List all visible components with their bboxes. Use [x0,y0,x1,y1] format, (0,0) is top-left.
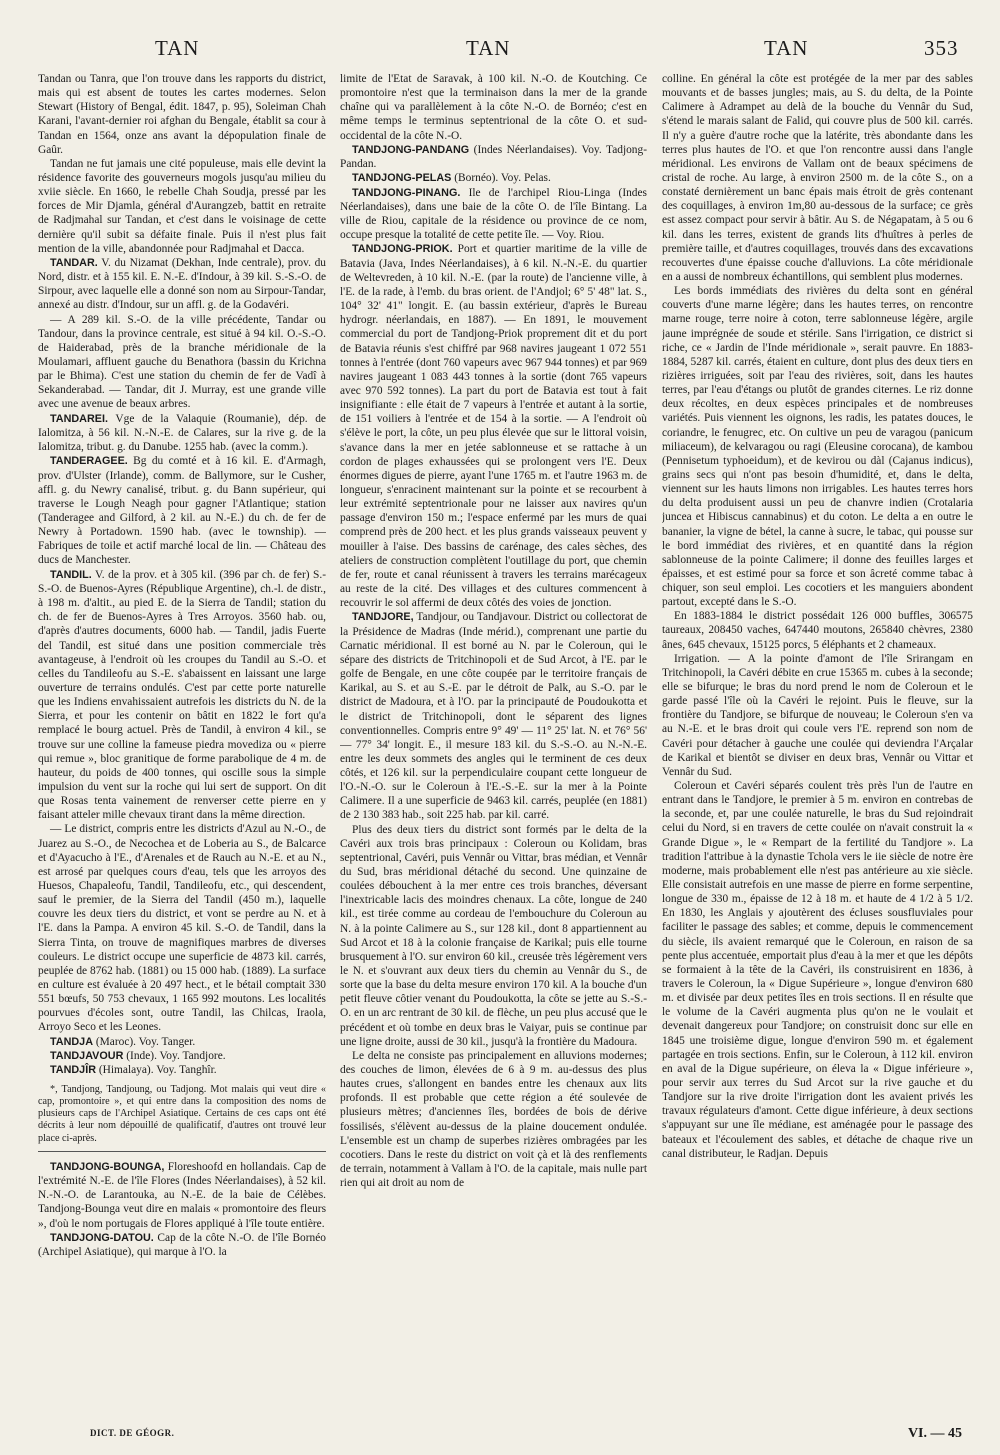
header-center: TAN [466,36,511,60]
entry-text: *, Tandjong, Tandjoung, ou Tadjong. Mot malais qui veut dire « cap, promontoire », et qui entre dans la composition des noms de plusieurs caps de l'Archipel Asiatique. Certains de ces caps ont été décrits à leur nom dépouillé de qualificatif, d'autres ont trouvé leur place ci-après. [38,1083,326,1144]
entry-paragraph [340,1049,647,1190]
dictionary-entry [340,242,647,610]
entry-headword: TANDERAGEE. [50,455,128,468]
entry-text: (Inde). Voy. Tandjore. [123,1049,226,1062]
entry-text: V. du Nizamat (Dekhan, Inde centrale), prov. du Nord, distr. et à 155 kil. E. N.-E. d'Indour, à 39 kil. S.-S.-O. de Sirpour, avec laquelle elle a donné son nom au Sirpour-Tandar, annexé au distr. d'Indour, sur un affl. g. de la Godavéri. [38,256,326,312]
footer-signature: DICT. DE GÉOGR. [90,1428,175,1438]
entry-text: limite de l'Etat de Saravak, à 100 kil. N.-O. de Koutching. Ce promontoire n'est que la terminaison dans la mer de la grande chaîne qui va parallèlement à la côte N.-O. de Bornéo; c'est en même temps le terminus septentrional de la côte O. et sud-occidental de la côte N.-O. [340,73,647,142]
entry-headword: TANDJONG-BOUNGA, [50,1160,165,1173]
dictionary-entry [38,1035,326,1049]
entry-text: Tandan ou Tanra, que l'on trouve dans les rapports du district, mais qui est absent de toutes les cartes modernes. Selon Stewart (History of Bengal, édit. 1847, p. 95), Soleiman Chah Karani, l'avant-dernier roi afghan du Bengale, établit sa cour à Tandan en 1564, onze ans avant la dépopulation finale de Gaûr. [38,73,326,156]
entry-headword: TANDJONG-PELAS [352,172,452,185]
entry-headword: TANDJÎR [50,1064,96,1077]
entry-text: (Indes Néerlandaises). Voy. Tadjong-Pandan. [340,143,647,171]
entry-text: V. de la prov. et à 305 kil. (396 par ch. de fer) S.-S.-O. de Buenos-Ayres (République Argentine), ch.-l. de distr., à 198 m. d'altit., au pied E. de la Sierra de Tandil; station du ch. de fer de Buenos-Ayres à Tres Arroyos. 3560 hab. ou, d'après d'autres documents, 6000 hab. — Tandil, jadis Fuerte del Tandil, est situé dans une position commerciale très avantageuse, à l'endroit où les croupes du Tandil au S.-O. et celles du Tandileofu au S.-E. s'abaissent en laissant une large ouverture de terrains ondulés. C'est par cette porte naturelle que les Indiens envahissaient autrefois les districts du N. de la Sierra, et pour les contenir on bâtit en 1822 le fort qu'a remplacé le bourg actuel. Près de Tandil, à environ 4 kil., se trouve sur une colline la fameuse piedra movediza ou « pierre qui remue », bloc granitique de forme parabolique de 4 m. de hauteur, du poids de 400 tonnes, qui oscille sous la simple impulsion du vent sur la roche qui lui sert de support. On dit que Rosas tenta vainement de renverser cette pierre en y faisant atteler mille chevaux tirant dans la même direction. [38,568,326,822]
entry-text: Plus des deux tiers du district sont formés par le delta de la Cavéri aux trois bras principaux : Coleroun ou Kolidam, bras septentrional, Cavéri, puis Vennâr ou Vittar, bras médian, et Vennâr du Sud, bras méridional détaché du second. Une quinzaine de coulées débouchent à la mer entre ces trois branches, déversant l'inextricable lacis des moindres chenaux. La côte, longue de 240 kil., est tirée comme au cordeau de l'embouchure du Coleroun au N. à la pointe Calimere au S., sur 128 kil., dont 8 appartiennent au Sud Arcot et 18 à la colonie française de Karikal; puis elle tourne brusquement à l'O. sur environ 60 kil., creusée très légèrement vers le N. et s'ouvrant aux deux tiers du chemin au Vennâr du S., de sorte que la base du delta mesure environ 170 kil. A la bouche d'un petit fleuve côtier venant du Poudoukotta, la côte se jette au S.-S.-O. en un arc rentrant de 30 kil. de flèche, un peu plus accusé que le précédent et où tombe en deux bras le Vaiyar, puis se continue par une ligne droite, aussi de 30 kil., jusqu'à la frontière du Madoura. [340,823,647,1048]
entry-text: — A 289 kil. S.-O. de la ville précédente, Tandar ou Tandour, dans la province centrale, est situé à 94 kil. O.-S.-O. de Haiderabad, près de la branche méridionale de la Moulamari, affluent gauche du Benathora (bassin du Krichna par le Bhima). C'est une station du chemin de fer de Vadî à Sekanderabad. — Tandar, dit J. Murray, est une grande ville avec une avenue de beaux arbres. [38,313,326,411]
dictionary-entry [340,143,647,172]
entry-headword: TANDJORE, [352,611,414,624]
entry-headword: TANDJONG-PANDANG [352,143,470,156]
dictionary-entry [340,186,647,243]
entry-text: Vge de la Valaquie (Roumanie), dép. de Ialomitza, à 56 kil. N.-N.-E. de Calares, sur la rive g. de la Ialomitza, tribut. g. du Danube. 1255 hab. (avec la comm.). [38,412,326,454]
entry-text: colline. En général la côte est protégée de la mer par des sables mouvants et de basses jungles; mais, au S. du delta, de la Pointe Calimere à Adrampet au delà de la bouche du Vennâr du Sud, s'étend le marais salant de Falid, qui couvre plus de 500 kil. carrés. Il n'y a guère d'autre roche que la latérite, très abondante dans les terres plus hautes de l'O. et que l'on rencontre aussi dans l'angle méridional. Les environs de Vallam ont de beaux spécimens de cristal de roche. Au large, à environ 2500 m. de la côte S., on a constaté dernièrement un banc épais mais étroit de grès contenant des coquillages, à environ 1m,80 au-dessous de la surface; ce grès est assez compact pour servir à bâtir. Au S. de Négapatam, à 5 ou 6 kil. dans les terres, existent de grands lits d'huîtres à perles de première taille, et d'autres coquillages, trouvés dans des excavations recouvertes d'une épaisse couche d'alluvions. La côte méridionale en a aussi de nombreux échantillons, qui semblent plus modernes. [662,73,973,283]
entry-text: Port et quartier maritime de la ville de Batavia (Java, Indes Néerlandaises), à 6 kil. N.-N.-E. du quartier de Weltevreden, à 10 kil. N.-E. (par la route) de l'ancienne ville, à l'E. de la rade, à l'emb. du bras orient. de l'Andjol; 6° 5' 48" lat. S., 104° 32' 41" longit. E. (au bassin extérieur, d'après le Bureau hydrogr. néerlandais, en 1887). — En 1891, le mouvement commercial du port de Tandjong-Priok proprement dit et du port de Batavia réunis s'est chiffré par 968 navires jaugeant 1 072 551 tonnes à l'entrée (dont 760 vapeurs avec 967 944 tonnes) et par 969 navires jaugeant 1 083 443 tonnes à la sortie (dont 765 vapeurs avec 970 592 tonnes). La part du port de Batavia est tout à fait insignifiante : elle était de 7 vapeurs à l'entrée et autant à la sortie, de 151 voiliers à l'entrée et de 154 à la sortie. — A l'endroit où s'élève le port, la côte, un peu plus élevée que sur le littoral voisin, s'avance dans la mer en jetée sablonneuse et se rattache à un cordon de plages exhaussées qui se prolongent vers l'E. Deux énormes digues de pierre, ayant l'une 1765 m. et l'autre 1963 m. de longueur, s'enracinent maintenant sur la pointe et se recourbent à leur extrémité septentrionale pour ne laisser aux navires qu'un passage d'environ 150 m.; l'espace enfermé par les murs de quai comprend près de 200 hect. et les plus grands vaisseaux peuvent y mouiller à l'aise. Des bassins de carénage, des cales sèches, des ateliers de construction complètent l'outillage du port, que chemin de fer, route et canal réunissent à travers les terrains marécageux au reste de la cité. Des villages et des cultures commencent à recouvrir le sol affermi de deux côtés des voies de jonction. [340,243,647,610]
dictionary-entry [340,171,647,185]
entry-text: (Himalaya). Voy. Tanghîr. [96,1064,217,1077]
dictionary-entry [38,1160,326,1231]
entry-paragraph [662,609,973,651]
entry-text: Bg du comté et à 16 kil. E. d'Armagh, prov. d'Ulster (Irlande), comm. de Ballymore, sur le Cusher, affl. g. du Newry canalisé, tribut. g. du Bann supérieur, qui traverse le Lough Neagh pour gagner l'Atlantique; station (Tanderagee and Gilford, à 2 kil. au N.-E.) du ch. de fer de Newry à Portadown. 1590 hab. (avec le township). — Fabriques de toile et actif marché local de lin. — Château des ducs de Manchester. [38,455,326,567]
entry-text: Tandan ne fut jamais une cité populeuse, mais elle devint la résidence favorite des gouverneurs mogols jusqu'au milieu du xviie siècle. En 1660, le rebelle Chah Soudja, pressé par les forces de Mir Djamla, général d'Aurangzeb, battit en retraite de Radjmahal sur Tandan, et c'est dans le voisinage de cette dernière qu'il subit sa défaite finale. Puis il n'est plus fait mention de la ville, abandonnée pour Radjmahal et Dacca. [38,157,326,255]
entry-text: Floreshoofd en hollandais. Cap de l'extrémité N.-E. de l'île Flores (Indes Néerlandaises), à 52 kil. N.-N.-O. de Larantouka, au N.-E. de la baie de Célèbes. Tandjong-Bounga veut dire en malais « promontoire des fleurs », d'où le nom portugais de Flores appliqué à l'île toute entière. [38,1160,326,1230]
entry-paragraph [38,72,326,157]
entry-paragraph [340,823,647,1049]
entry-paragraph [38,313,326,412]
entry-text: Cap de la côte N.-O. de l'île Bornéo (Archipel Asiatique), qui marque à l'O. la [38,1231,326,1259]
column-2 [340,72,647,1394]
entry-text: Le delta ne consiste pas principalement en alluvions modernes; des couches de limon, élevées de 6 à 9 m. au-dessus des plus hautes crues, s'allongent en bandes entre les chenaux aux lits profonds. Il est probable que cette région a été soulevée de plusieurs mètres; d'anciennes îles, bordées de bois de dérive fossilisés, s'élèvent au-dessus de la plaine doucement ondulée. L'ensemble est un champ de superbes rizières ombragées par les cocotiers. Dans le reste du district on voit çà et là des renflements de terrain, notamment à Vallam à l'O. de la capitale, mais nulle part rien qui ait droit au nom de [340,1049,647,1190]
page-number: 353 [924,36,959,60]
entry-text: Tandjour, ou Tandjavour. District ou collectorat de la Présidence de Madras (Inde mérid.), comprenant une partie du Carnatic méridional. Il est borné au N. par le Coleroun, qui le sépare des districts de Tritchinopoli et de Sud Arcot, à l'E. par le golfe de Bengale, en une côte coupée par le territoire français de Karikal, au S. et au S.-E. par le détroit de Palk, au S.-O. par le district de Madoura, et à l'O. par la principauté de Poudoukotta et le district de Tritchinopoli, dont le séparent des lignes conventionnelles. Compris entre 9° 49' — 11° 25' lat. N. et 76° 56' — 77° 34' longit. E., il mesure 183 kil. du S.-S.-O. au N.-N.-E. entre les deux sommets des angles qui le terminent de ces deux côtés, et 126 kil. sur la perpendiculaire coupant cette longueur de l'O.-N.-O. sur le Coleroun à l'E.-S.-E. sur la mer à la Pointe Calimere. Il a une superficie de 9463 kil. carrés, peuplée (en 1881) de 2 130 383 hab., soit 225 hab. par kil. carré. [340,611,647,822]
entry-headword: TANDJONG-PRIOK. [352,243,453,256]
entry-paragraph [340,72,647,143]
entry-text: Irrigation. — A la pointe d'amont de l'île Srirangam en Tritchinopoli, la Cavéri débite en crue 15365 m. cubes à la seconde; elle se bifurque; le bras du nord prend le nom de Coleroun et le garde passé l'île où la Cavéri le rejoint. Puis le fleuve, sur la frontière du Tandjore, se bifurque de nouveau; le Coleroun s'en va au N.-E. et le bras droit qui coule vers l'E. reprend son nom de Cavéri pour détacher à gauche une coulée qui deviendra l'Arçalar de Karikal et bientôt se diviser en deux bras, Vennâr ou Vittar et Vennâr du Sud. [662,652,973,778]
entry-text: En 1883-1884 le district possédait 126 000 buffles, 306575 taureaux, 208450 vaches, 647440 moutons, 265840 chèvres, 2380 ânes, 645 chevaux, 15125 porcs, 5 éléphants et 2 chameaux. [662,610,973,651]
dictionary-entry [38,1231,326,1260]
header-left: TAN [155,36,200,60]
entry-text: Ile de l'archipel Riou-Linga (Indes Néerlandaises), dans une baie de la côte O. de l'île Bintang. La ville de Riou, capitale de la résidence ou province de ce nom, occupe presque la totalité de cette petite île. — Voy. Riou. [340,186,647,242]
entry-headword: TANDJONG-PINANG. [352,186,461,199]
entry-paragraph [38,822,326,1034]
entry-paragraph [662,72,973,284]
entry-headword: TANDJA [50,1035,93,1048]
entry-text: Coleroun et Cavéri séparés coulent très près l'un de l'autre en entrant dans le Tandjore, le premier à 5 m. environ en contrebas de la seconde, et, par une coulée naturelle, le bras du Sud rejoindrait celui du Nord, si en travers de cette coulée on n'avait construit la « Grande Digue », le « Rempart de la fertilité du Tandjore ». La tradition l'attribue à la dynastie Tchola vers le iie siècle de notre ère moderne, mais probablement elle n'est pas antérieure au xie siècle. Elle consistait autrefois en une masse de pierre en forme serpentine, longue de 330 m., épaisse de 12 à 18 m. et haute de 4 1/2 à 5 1/2. En 1830, les Anglais y ajoutèrent des écluses sousfluviales pour faciliter le passage des sables; et comme, depuis le commencement du siècle, ils avaient remarqué que le Coleroun, en raison de sa pente plus accentuée, emportait plus d'eau à la mer et que les dépôts se formaient à la tête de la Cavéri, ils construisirent en 1836, à travers le Coleroun, la « Digue Supérieure », longue d'environ 680 m. et divisée par deux petites îles en trois sections. Il en résulte que le volume de la Cavéri augmenta plus qu'on ne le voulait et devenait dangereux pour Tandjore; on construisit donc sur elle en 1845 une troisième digue, longue d'environ 590 m. et également partagée en trois sections. Enfin, sur le Coleroun, à 112 kil. environ en aval de la Digue supérieure, on éleva la « Digue inférieure », pour servir aux terres du Sud Arcot sur la rive gauche et du Tandjore sur la rive droite l'irrigation dont les avaient privés les travaux régulateurs d'amont. Cette digue inférieure, à deux sections s'appuyant sur une île médiane, est aménagée pour le passage des bateaux et l'écoulement des sables, et détache de chaque rive un canal distributeur, le Radjan. Depuis [662,780,973,1160]
entry-text: — Le district, compris entre les districts d'Azul au N.-O., de Juarez au S.-O., de Necochea et de Loberia au S., de Balcarce et d'Ayacucho à l'E., d'Arenales et de Rauch au N.-E. et au N., est arrosé par quelques cours d'eau, tels que les arroyos des Huesos, Chapaleofu, Tandil, Tandileofu, etc., qui descendent, sauf le premier, de la Sierra del Tandil (450 m.), laquelle couvre les deux tiers du district, et vont se perdre au N. et à l'E. dans la Pampa. A environ 45 kil. S.-O. de Tandil, dans la Sierra Tinta, on trouve de magnifiques marbres de diverses couleurs. Le district occupe une superficie de 4873 kil. carrés, peuplée de 8762 hab. (1881) ou 15 000 hab. (1889). La surface en culture est évaluée à 20 497 hect., et le bétail comptait 330 551 bœufs, 50 753 chevaux, 1 165 992 moutons. Les localités pourvues d'écoles sont, outre Tandil, las Chilcas, Iraola, Arroyo Seco et les Leones. [38,823,326,1034]
entry-headword: TANDIL. [50,568,92,581]
header-right: TAN [764,36,809,60]
text-columns [38,72,973,1394]
dictionary-entry [38,454,326,567]
entry-paragraph [662,779,973,1161]
entry-headword: TANDJAVOUR [50,1049,124,1062]
entry-paragraph [38,157,326,256]
dictionary-entry [38,1049,326,1063]
entry-text: (Maroc). Voy. Tanger. [93,1035,196,1048]
dictionary-entry [38,568,326,823]
entry-headword: TANDAREI. [50,412,108,425]
entry-paragraph [662,284,973,609]
separator-rule [38,1151,326,1152]
dictionary-entry [340,610,647,822]
page-footer [0,1426,1000,1444]
dictionary-entry [38,256,326,313]
dictionary-entry [38,1063,326,1077]
entry-text: (Bornéo). Voy. Pelas. [451,172,551,185]
column-3 [662,72,973,1394]
entry-paragraph [662,652,973,779]
footer-volume-sheet: VI. — 45 [907,1426,962,1441]
dictionary-entry [38,412,326,455]
column-1 [38,72,326,1394]
editorial-note [38,1084,326,1145]
entry-headword: TANDAR. [50,256,98,269]
entry-headword: TANDJONG-DATOU. [50,1231,154,1244]
running-header [0,36,1000,64]
entry-text: Les bords immédiats des rivières du delta sont en général couverts d'une marne légère; dans les hautes terres, on rencontre marne rouge, terre noire à coton, terre sablonneuse légère, argile jaune imprégnée de soude et stérile. Sans l'irrigation, ce district si riche, ce « Jardin de l'Inde méridionale », serait pauvre. En 1883-1884, 5287 kil. carrés, étaient en culture, dont plus des deux tiers en rizières irriguées, soit par l'eau des rivières, soit, dans les hautes terres, par l'eau d'étangs ou plutôt de grandes citernes. Le riz donne deux récoltes, en deux espèces principales et de nombreuses variétés. Puis viennent les oignons, les radis, les patates douces, le coriandre, le fenugrec, etc. On cultive un peu de varagou (panicum miliaceum), de kelvaragou ou ragi (Eleusine corocana), de kambou (Pennisetum typhoeidum), et de kevirou ou dàl (Cajanus indicus), grains secs qui n'ont pas besoin d'humidité, et, dans le delta, viennent sur les hauts limons non irrigables. Les hautes terres hors du delta produisent aussi un peu de chanvre indien (Crotalaria juncea et Hibiscus cannabinus) et du coton. Le delta a en outre le bananier, la vigne de bétel, la canne à sucre, le tabac, qui pousse sur le bord immédiat des rivières, et en quantité dans la région sablonneuse de la pointe Calimere; il donne des feuilles larges et épaisses, et est estimé pour sa force et son âcreté comme tabac à chiquer, son seul emploi. Les cocotiers et les manguiers abondent partout, excepté dans le S.-O. [662,285,973,609]
